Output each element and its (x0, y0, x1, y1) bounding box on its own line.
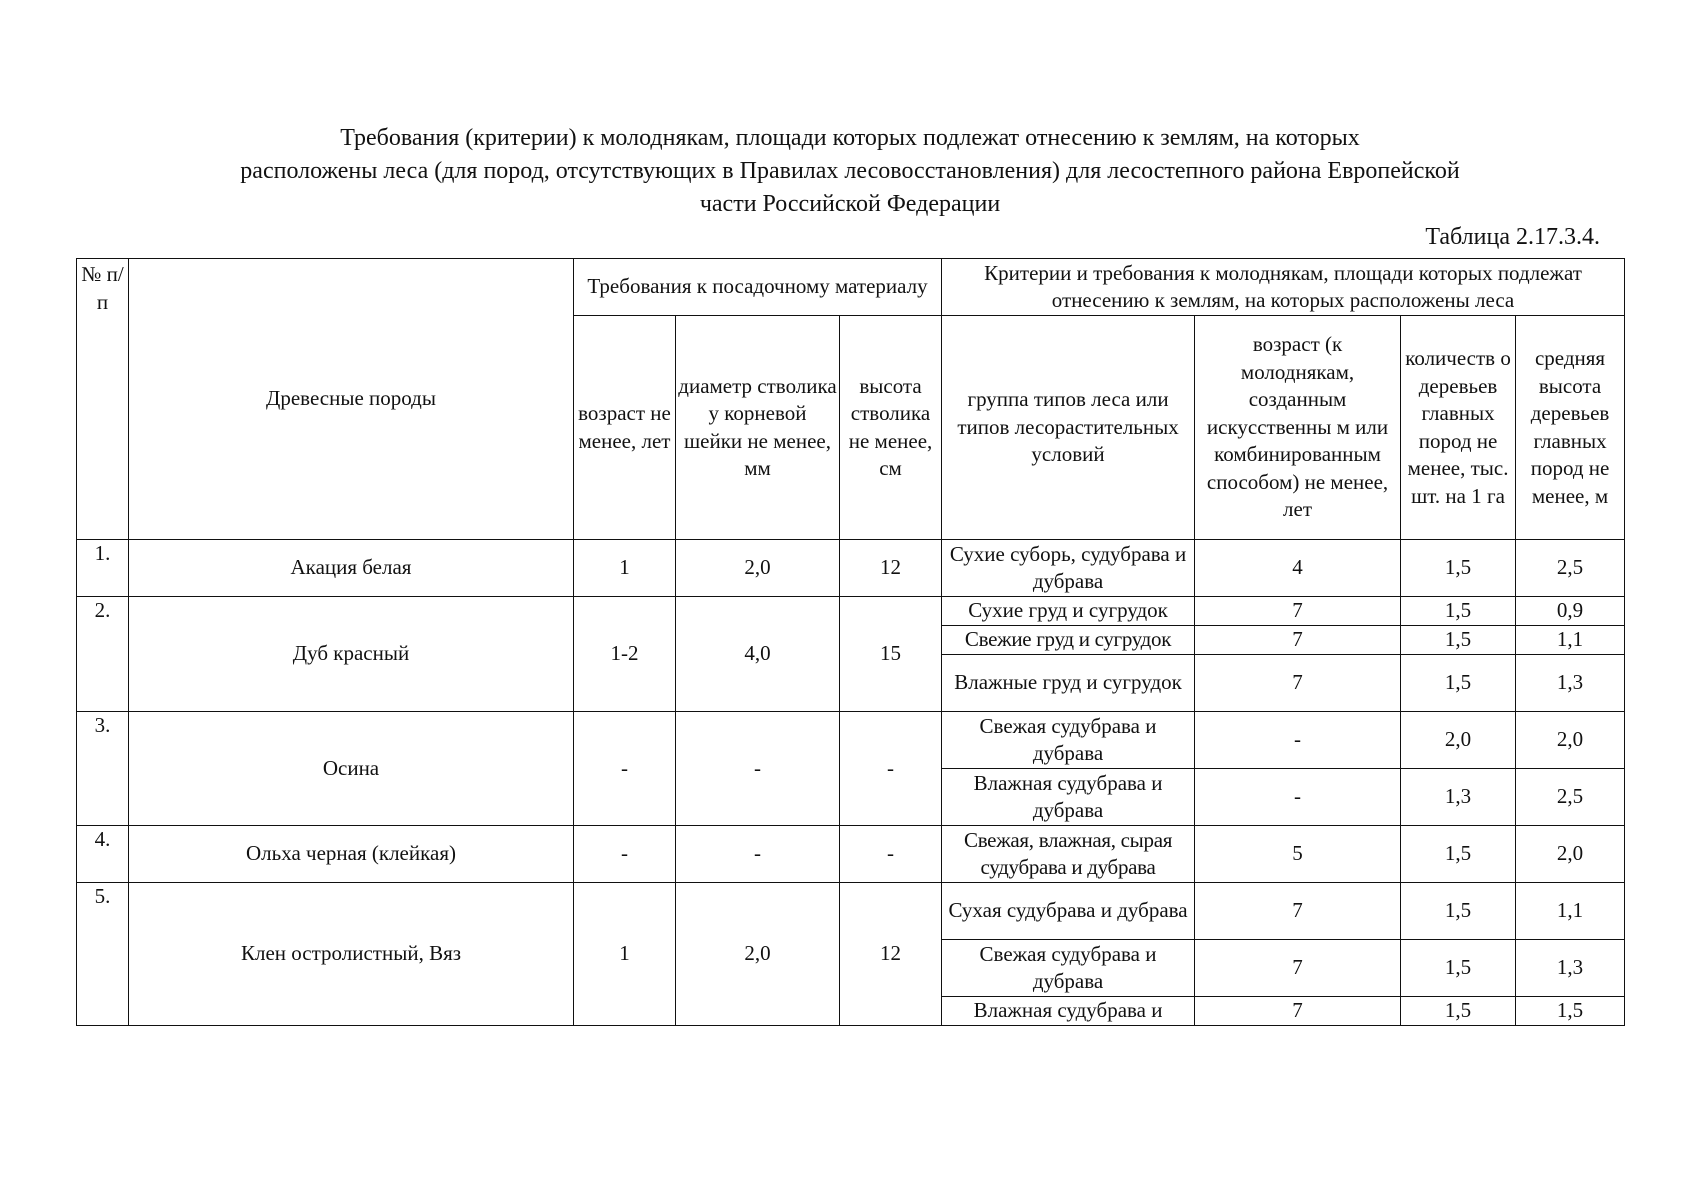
row-diameter: 2,0 (676, 883, 840, 1026)
table-row (77, 712, 1625, 769)
row-height: - (840, 826, 942, 883)
row-avg-height: 2,5 (1516, 769, 1625, 826)
row-forest-group: Влажная судубрава и дубрава (942, 769, 1195, 826)
row-age: - (574, 826, 676, 883)
row-young-age: 7 (1195, 940, 1401, 997)
header-diameter: диаметр стволика у корневой шейки не менее, мм (676, 316, 840, 540)
title-line: части Российской Федерации (699, 191, 1001, 217)
row-avg-height: 2,5 (1516, 540, 1625, 597)
row-avg-height: 1,1 (1516, 626, 1625, 655)
header-species: Древесные породы (129, 259, 574, 540)
table-row (77, 597, 1625, 626)
header-age: возраст не менее, лет (574, 316, 676, 540)
table-row (77, 540, 1625, 597)
requirements-table (76, 258, 1625, 1026)
row-num: 5. (77, 883, 129, 1026)
row-species: Акация белая (129, 540, 574, 597)
header-height: высота стволика не менее, см (840, 316, 942, 540)
document-title (110, 122, 1590, 221)
row-age: 1 (574, 540, 676, 597)
row-forest-group: Влажная судубрава и (942, 997, 1195, 1026)
row-forest-group: Свежие груд и сугрудок (942, 626, 1195, 655)
row-height: 15 (840, 597, 942, 712)
row-species: Осина (129, 712, 574, 826)
row-tree-count: 1,5 (1401, 597, 1516, 626)
row-forest-group: Сухие груд и сугрудок (942, 597, 1195, 626)
row-young-age: - (1195, 712, 1401, 769)
row-species: Ольха черная (клейкая) (129, 826, 574, 883)
row-tree-count: 1,5 (1401, 883, 1516, 940)
row-tree-count: 2,0 (1401, 712, 1516, 769)
row-forest-group: Сухая судубрава и дубрава (942, 883, 1195, 940)
row-tree-count: 1,5 (1401, 997, 1516, 1026)
row-diameter: - (676, 712, 840, 826)
row-tree-count: 1,5 (1401, 540, 1516, 597)
title-line: Требования (критерии) к молоднякам, площади которых подлежат отнесению к землям, на которых (340, 125, 1360, 151)
row-height: 12 (840, 540, 942, 597)
table-row (77, 883, 1625, 940)
header-criteria: Критерии и требования к молоднякам, площади которых подлежат отнесению к землям, на которых расположены леса (942, 259, 1625, 316)
row-avg-height: 1,3 (1516, 940, 1625, 997)
title-line: расположены леса (для пород, отсутствующих в Правилах лесовосстановления) для лесостепного района Европейской (240, 158, 1460, 184)
header-forest-group: группа типов леса или типов лесорастительных условий (942, 316, 1195, 540)
row-avg-height: 2,0 (1516, 826, 1625, 883)
row-young-age: 7 (1195, 626, 1401, 655)
row-num: 3. (77, 712, 129, 826)
row-num: 4. (77, 826, 129, 883)
row-young-age: 7 (1195, 597, 1401, 626)
row-species: Клен остролистный, Вяз (129, 883, 574, 1026)
table-row (77, 826, 1625, 883)
row-tree-count: 1,3 (1401, 769, 1516, 826)
row-young-age: 5 (1195, 826, 1401, 883)
row-avg-height: 1,5 (1516, 997, 1625, 1026)
table-number: Таблица 2.17.3.4. (1425, 224, 1600, 250)
row-num: 2. (77, 597, 129, 712)
row-tree-count: 1,5 (1401, 940, 1516, 997)
row-young-age: 4 (1195, 540, 1401, 597)
row-forest-group: Свежая, влажная, сырая судубрава и дубрава (942, 826, 1195, 883)
row-avg-height: 1,1 (1516, 883, 1625, 940)
row-young-age: 7 (1195, 883, 1401, 940)
header-avg-height: средняя высота деревьев главных пород не менее, м (1516, 316, 1625, 540)
row-forest-group: Сухие суборь, судубрава и дубрава (942, 540, 1195, 597)
row-tree-count: 1,5 (1401, 655, 1516, 712)
row-young-age: 7 (1195, 655, 1401, 712)
row-num: 1. (77, 540, 129, 597)
row-tree-count: 1,5 (1401, 826, 1516, 883)
row-avg-height: 1,3 (1516, 655, 1625, 712)
row-avg-height: 0,9 (1516, 597, 1625, 626)
row-forest-group: Свежая судубрава и дубрава (942, 712, 1195, 769)
row-age: 1-2 (574, 597, 676, 712)
row-young-age: 7 (1195, 997, 1401, 1026)
row-young-age: - (1195, 769, 1401, 826)
row-age: - (574, 712, 676, 826)
row-tree-count: 1,5 (1401, 626, 1516, 655)
header-planting-material: Требования к посадочному материалу (574, 259, 942, 316)
header-tree-count: количеств о деревьев главных пород не менее, тыс. шт. на 1 га (1401, 316, 1516, 540)
row-avg-height: 2,0 (1516, 712, 1625, 769)
header-young-age: возраст (к молоднякам, созданным искусственны м или комбинированным способом) не менее, лет (1195, 316, 1401, 540)
row-species: Дуб красный (129, 597, 574, 712)
row-diameter: - (676, 826, 840, 883)
row-height: 12 (840, 883, 942, 1026)
row-height: - (840, 712, 942, 826)
header-num: № п/п (77, 259, 129, 540)
row-diameter: 4,0 (676, 597, 840, 712)
row-forest-group: Свежая судубрава и дубрава (942, 940, 1195, 997)
row-age: 1 (574, 883, 676, 1026)
row-diameter: 2,0 (676, 540, 840, 597)
row-forest-group: Влажные груд и сугрудок (942, 655, 1195, 712)
